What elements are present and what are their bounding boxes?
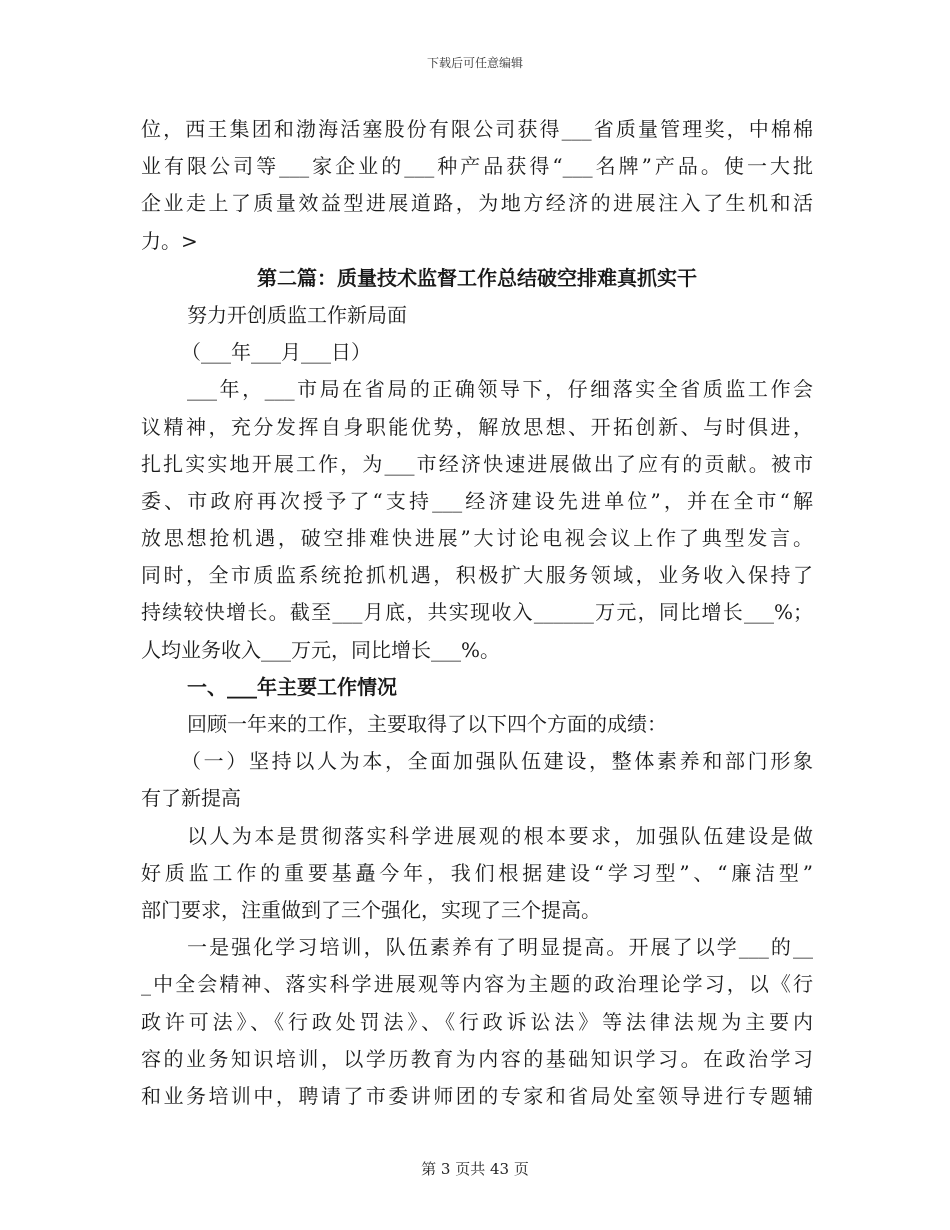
body-line: 企业走上了质量效益型进展道路，为地方经济的进展注入了生机和活	[141, 191, 813, 216]
section-subtitle: 努力开创质监工作新局面	[187, 302, 407, 327]
body-line: _中全会精神、落实科学进展观等内容为主题的政治理论学习，以《行	[141, 972, 813, 997]
body-line: 人均业务收入___万元，同比增长___%。	[141, 637, 501, 662]
body-line: 扎扎实实地开展工作，为___市经济快速进展做出了应有的贡献。被市	[141, 451, 813, 476]
body-line: 以人为本是贯彻落实科学进展观的根本要求，加强队伍建设是做	[187, 823, 813, 848]
body-line: 业有限公司等___家企业的___种产品获得“___名牌”产品。使一大批	[141, 154, 813, 179]
body-line: 容的业务知识培训，以学历教育为内容的基础知识学习。在政治学习	[141, 1046, 813, 1071]
body-line: 同时，全市质监系统抢抓机遇，积极扩大服务领域，业务收入保持了	[141, 563, 813, 588]
body-line: 好质监工作的重要基矗今年，我们根据建设“学习型”、“廉洁型”	[141, 860, 813, 885]
body-line: 回顾一年来的工作，主要取得了以下四个方面的成绩：	[187, 712, 667, 736]
body-line: 议精神，充分发挥自身职能优势，解放思想、开拓创新、与时俱进，	[141, 414, 813, 439]
body-line: 和业务培训中，聘请了市委讲师团的专家和省局处室领导进行专题辅	[141, 1083, 813, 1108]
body-line: 委、市政府再次授予了“支持___经济建设先进单位”，并在全市“解	[141, 488, 813, 513]
section-heading: 一、___年主要工作情况	[187, 674, 397, 699]
body-line: 放思想抢机遇，破空排难快进展”大讨论电视会议上作了典型发言。	[141, 526, 813, 551]
date-line: （___年___月___日）	[181, 340, 371, 365]
page-header: 下载后可任意编辑	[426, 56, 523, 70]
body-line: 政许可法》、《行政处罚法》、《行政诉讼法》等法律法规为主要内	[141, 1009, 813, 1034]
page-footer: 第 3 页共 43 页	[421, 1160, 529, 1178]
subsection-heading-cont: 有了新提高	[141, 786, 241, 811]
body-line: 位，西王集团和渤海活塞股份有限公司获得___省质量管理奖，中棉棉	[141, 117, 813, 141]
body-line: 力。>	[141, 228, 198, 253]
subsection-heading: （一）坚持以人为本，全面加强队伍建设，整体素养和部门形象	[181, 749, 813, 774]
body-line: ___年，___市局在省局的正确领导下，仔细落实全省质监工作会	[187, 377, 813, 402]
body-line: 一是强化学习培训，队伍素养有了明显提高。开展了以学___的__	[187, 935, 813, 960]
body-line: 持续较快增长。截至___月底，共实现收入______万元，同比增长___%；	[141, 600, 813, 625]
section-title: 第二篇：质量技术监督工作总结破空排难真抓实干	[257, 265, 697, 290]
body-line: 部门要求，注重做到了三个强化，实现了三个提高。	[141, 897, 601, 922]
document-body	[141, 111, 813, 1115]
